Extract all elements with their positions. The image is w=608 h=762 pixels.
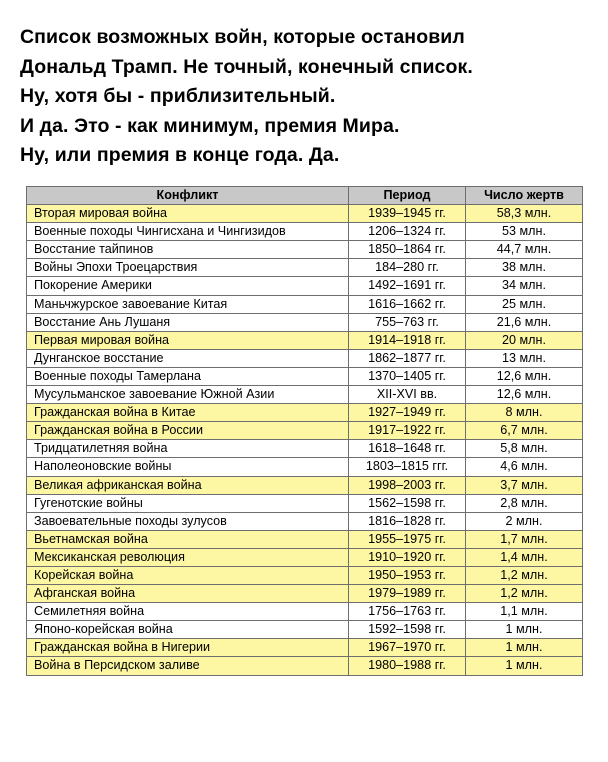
table-row: [27, 422, 583, 440]
table-row: [27, 313, 583, 331]
headline-line: Ну, или премия в конце года. Да.: [20, 144, 340, 167]
period-cell: 1955–1975 гг.: [349, 530, 466, 548]
period-cell: 755–763 гг.: [349, 313, 466, 331]
conflict-cell: Дунганское восстание: [27, 349, 349, 367]
table-row: [27, 476, 583, 494]
table-row: [27, 458, 583, 476]
victims-cell: 1 млн.: [466, 657, 583, 675]
victims-cell: 8 млн.: [466, 404, 583, 422]
table-row: [27, 241, 583, 259]
victims-cell: 1,7 млн.: [466, 530, 583, 548]
period-cell: 184–280 гг.: [349, 259, 466, 277]
period-cell: 1616–1662 гг.: [349, 295, 466, 313]
conflict-cell: Война в Персидском заливе: [27, 657, 349, 675]
table-row: [27, 639, 583, 657]
victims-cell: 25 млн.: [466, 295, 583, 313]
table-row: [27, 205, 583, 223]
conflict-cell: Вьетнамская война: [27, 530, 349, 548]
header-conflict: Конфликт: [27, 187, 349, 205]
headline-line: И да. Это - как минимум, премия Мира.: [20, 114, 400, 137]
conflict-cell: Великая африканская война: [27, 476, 349, 494]
period-cell: 1950–1953 гг.: [349, 566, 466, 584]
headline-line: Ну, хотя бы - приблизительный.: [20, 85, 336, 108]
table-row: [27, 440, 583, 458]
headline-line: Список возможных войн, которые остановил: [20, 26, 465, 48]
victims-cell: 58,3 млн.: [466, 205, 583, 223]
period-cell: 1562–1598 гг.: [349, 494, 466, 512]
table-row: [27, 530, 583, 548]
period-cell: 1862–1877 гг.: [349, 349, 466, 367]
period-cell: 1370–1405 гг.: [349, 367, 466, 385]
victims-cell: 4,6 млн.: [466, 458, 583, 476]
victims-cell: 1 млн.: [466, 621, 583, 639]
conflict-cell: Маньчжурское завоевание Китая: [27, 295, 349, 313]
period-cell: 1917–1922 гг.: [349, 422, 466, 440]
period-cell: 1939–1945 гг.: [349, 205, 466, 223]
table-row: [27, 494, 583, 512]
table-row: [27, 603, 583, 621]
table-row: [27, 349, 583, 367]
period-cell: 1998–2003 гг.: [349, 476, 466, 494]
table-row: [27, 223, 583, 241]
victims-cell: 53 млн.: [466, 223, 583, 241]
header-period: Период: [349, 187, 466, 205]
conflict-cell: Семилетняя война: [27, 603, 349, 621]
victims-cell: 5,8 млн.: [466, 440, 583, 458]
victims-cell: 1 млн.: [466, 639, 583, 657]
conflict-cell: Гражданская война в Нигерии: [27, 639, 349, 657]
conflict-cell: Военные походы Чингисхана и Чингизидов: [27, 223, 349, 241]
conflict-cell: Мексиканская революция: [27, 548, 349, 566]
period-cell: XII-XVI вв.: [349, 386, 466, 404]
period-cell: 1492–1691 гг.: [349, 277, 466, 295]
conflict-cell: Вторая мировая война: [27, 205, 349, 223]
victims-cell: 1,1 млн.: [466, 603, 583, 621]
period-cell: 1914–1918 гг.: [349, 331, 466, 349]
period-cell: 1910–1920 гг.: [349, 548, 466, 566]
period-cell: 1618–1648 гг.: [349, 440, 466, 458]
victims-cell: 1,2 млн.: [466, 566, 583, 584]
victims-cell: 21,6 млн.: [466, 313, 583, 331]
victims-cell: 34 млн.: [466, 277, 583, 295]
period-cell: 1803–1815 ггг.: [349, 458, 466, 476]
conflict-cell: Наполеоновские войны: [27, 458, 349, 476]
table-header-row: [27, 187, 583, 205]
table-row: [27, 657, 583, 675]
table-row: [27, 386, 583, 404]
victims-cell: 3,7 млн.: [466, 476, 583, 494]
period-cell: 1206–1324 гг.: [349, 223, 466, 241]
table-body: [27, 205, 583, 675]
conflict-cell: Тридцатилетняя война: [27, 440, 349, 458]
victims-cell: 13 млн.: [466, 349, 583, 367]
conflict-cell: Мусульманское завоевание Южной Азии: [27, 386, 349, 404]
victims-cell: 2 млн.: [466, 512, 583, 530]
victims-cell: 44,7 млн.: [466, 241, 583, 259]
conflict-cell: Первая мировая война: [27, 331, 349, 349]
conflict-cell: Завоевательные походы зулусов: [27, 512, 349, 530]
table-row: [27, 295, 583, 313]
victims-cell: 2,8 млн.: [466, 494, 583, 512]
table-row: [27, 512, 583, 530]
table-row: [27, 277, 583, 295]
victims-cell: 1,2 млн.: [466, 585, 583, 603]
period-cell: 1967–1970 гг.: [349, 639, 466, 657]
wars-table: [26, 186, 583, 676]
conflict-cell: Гражданская война в Китае: [27, 404, 349, 422]
table-row: [27, 548, 583, 566]
victims-cell: 38 млн.: [466, 259, 583, 277]
conflict-cell: Японо-корейская война: [27, 621, 349, 639]
period-cell: 1816–1828 гг.: [349, 512, 466, 530]
conflict-cell: Гражданская война в России: [27, 422, 349, 440]
victims-cell: 20 млн.: [466, 331, 583, 349]
table-row: [27, 331, 583, 349]
victims-cell: 1,4 млн.: [466, 548, 583, 566]
victims-cell: 12,6 млн.: [466, 386, 583, 404]
victims-cell: 12,6 млн.: [466, 367, 583, 385]
table-row: [27, 621, 583, 639]
conflict-cell: Гугенотские войны: [27, 494, 349, 512]
conflict-cell: Покорение Америки: [27, 277, 349, 295]
conflict-cell: Войны Эпохи Троецарствия: [27, 259, 349, 277]
period-cell: 1980–1988 гг.: [349, 657, 466, 675]
headline: [20, 23, 600, 171]
conflict-cell: Корейская война: [27, 566, 349, 584]
period-cell: 1927–1949 гг.: [349, 404, 466, 422]
period-cell: 1592–1598 гг.: [349, 621, 466, 639]
headline-line: Дональд Трамп. Не точный, конечный список.: [20, 55, 473, 78]
period-cell: 1850–1864 гг.: [349, 241, 466, 259]
conflict-cell: Восстание Ань Лушаня: [27, 313, 349, 331]
period-cell: 1756–1763 гг.: [349, 603, 466, 621]
table-row: [27, 404, 583, 422]
period-cell: 1979–1989 гг.: [349, 585, 466, 603]
table-row: [27, 585, 583, 603]
conflict-cell: Восстание тайпинов: [27, 241, 349, 259]
table-row: [27, 566, 583, 584]
header-victims: Число жертв: [466, 187, 583, 205]
conflict-cell: Военные походы Тамерлана: [27, 367, 349, 385]
table-row: [27, 367, 583, 385]
conflict-cell: Афганская война: [27, 585, 349, 603]
table-row: [27, 259, 583, 277]
victims-cell: 6,7 млн.: [466, 422, 583, 440]
